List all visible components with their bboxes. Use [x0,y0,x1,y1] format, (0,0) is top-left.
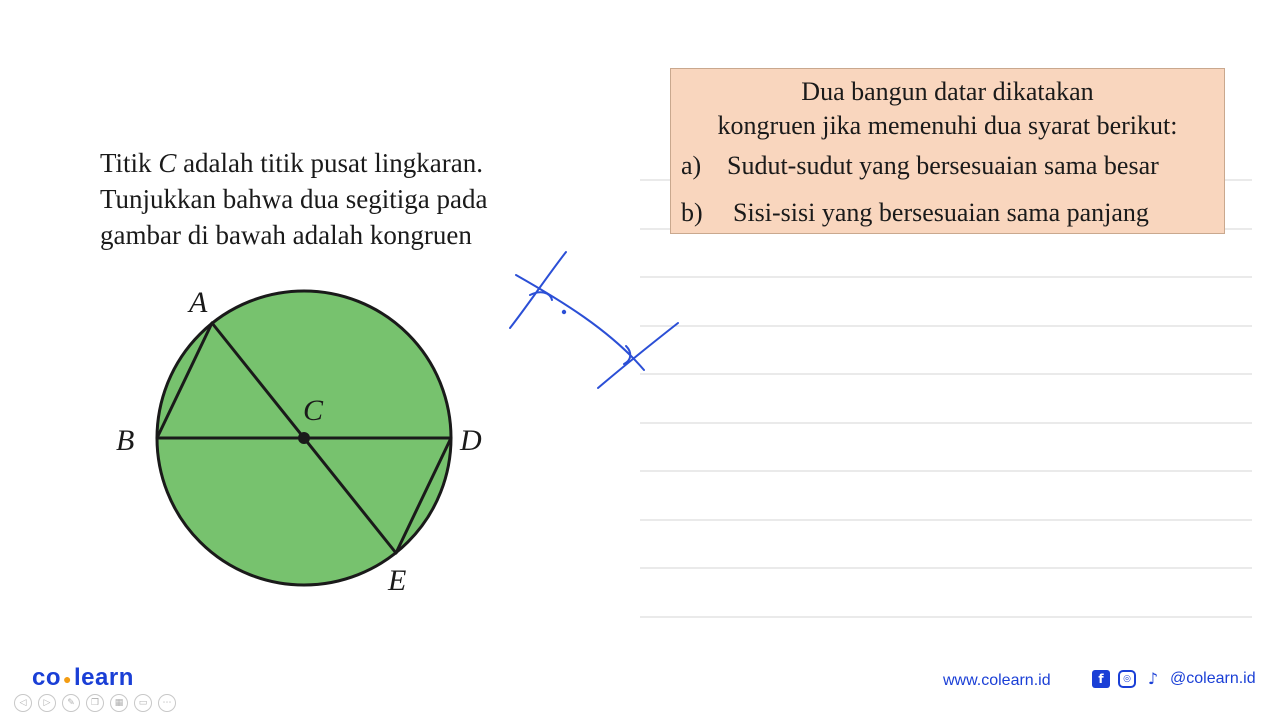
screen-icon[interactable]: ▭ [134,694,152,712]
more-icon[interactable]: ⋯ [158,694,176,712]
point-c-variable: C [158,148,177,178]
website-link[interactable]: www.colearn.id [943,672,1051,689]
grid-icon[interactable]: ▦ [110,694,128,712]
label-a: A [189,286,208,319]
social-handle[interactable]: @colearn.id [1170,670,1256,687]
label-c: C [303,394,324,427]
rule-intro-line-1: Dua bangun datar dikatakan [801,77,1094,106]
center-point [298,432,310,444]
rewind-icon[interactable]: ◁ [14,694,32,712]
facebook-icon[interactable]: f [1092,670,1110,688]
problem-line-2: Tunjukkan bahwa dua segitiga pada [100,184,488,214]
problem-line-3: gambar di bawah adalah kongruen [100,220,472,250]
play-icon[interactable]: ▷ [38,694,56,712]
draw-icon[interactable]: ✎ [62,694,80,712]
rule-item-text: Sudut-sudut yang bersesuaian sama besar [727,151,1159,180]
rule-item-text: Sisi-sisi yang bersesuaian sama panjang [733,198,1149,227]
colearn-logo: co ●learn [32,664,134,691]
label-d: D [460,424,482,457]
social-links [1092,670,1256,688]
tiktok-icon[interactable]: ♪ [1147,669,1159,688]
label-e: E [388,564,407,597]
problem-line-1: Titik C adalah titik pusat lingkaran. [100,148,483,178]
player-controls [14,694,176,712]
rule-item-marker: a) [681,151,702,180]
label-b: B [116,424,135,457]
rule-item-marker: b) [681,198,703,227]
rule-intro-line-2: kongruen jika memenuhi dua syarat berikut: [717,111,1178,140]
copy-icon[interactable]: ❐ [86,694,104,712]
instagram-icon[interactable]: ◎ [1118,670,1136,688]
